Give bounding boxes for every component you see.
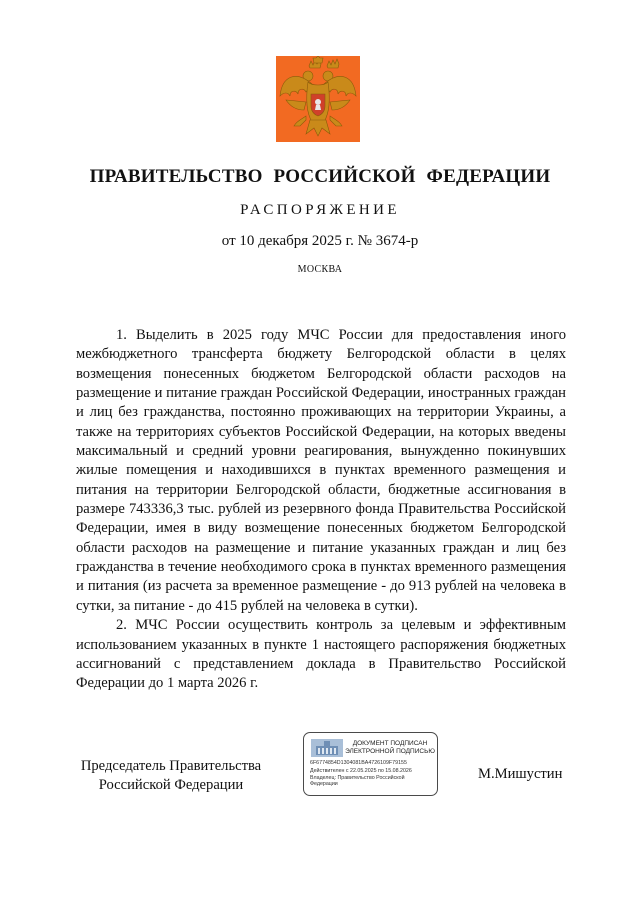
signer-position-line-1: Председатель Правительства	[80, 758, 262, 774]
paragraph-2: 2. МЧС России осуществить контроль за целевым и эффективным использованием указанных в пункте 1 настоящего распоряжения бюджетных ассигнований с представлением доклада в Правительство Российской Федерации до 1 марта 2026 г.	[76, 617, 566, 692]
stamp-header-line-1: ДОКУМЕНТ ПОДПИСАН	[352, 740, 428, 747]
city-label: МОСКВА	[297, 264, 343, 275]
stamp-header	[344, 740, 436, 755]
government-building-icon	[310, 738, 344, 758]
document-date-number: от 10 декабря 2025 г. № 3674-р	[221, 233, 419, 249]
stamp-header-line-2: ЭЛЕКТРОННОЙ ПОДПИСЬЮ	[345, 747, 435, 755]
stamp-certificate: 6F6774854D1304081BA4726109F79155	[310, 760, 407, 766]
signer-name: М.Мишустин	[478, 766, 563, 782]
stamp-owner-line-2: Федерации	[310, 781, 338, 787]
signer-position	[76, 757, 266, 795]
coat-of-arms-icon	[276, 56, 360, 142]
document-body	[76, 326, 566, 694]
stamp-validity: Действителен с 22.05.2025 по 15.08.2026	[310, 768, 412, 774]
stamp-owner-line-1: Владелец: Правительство Российской	[310, 775, 405, 781]
electronic-signature-stamp	[303, 732, 438, 796]
government-title: ПРАВИТЕЛЬСТВО РОССИЙСКОЙ ФЕДЕРАЦИИ	[89, 166, 551, 187]
signer-position-line-2: Российской Федерации	[98, 777, 244, 793]
paragraph-1: 1. Выделить в 2025 году МЧС России для предоставления иного межбюджетного трансферта бюджету Белгородской области в целях возмещения понесенных бюджетом Белгородской области расходов на размещение и питание граждан Российской Федерации, иностранных граждан и лиц без гражданства, постоянно проживающих на территории Украины, а также на территориях субъектов Российской Федерации, на которых введены максимальный и средний уровни реагирования, вынужденно покинувших жилые помещения и находившихся в пунктах временного размещения и питания на территории Белгородской области, бюджетные ассигнования в размере 743336,3 тыс. рублей из резервного фонда Правительства Российской Федерации, имея в виду возмещение понесенных бюджетом Белгородской области расходов на размещение и питание указанных граждан и лиц без гражданства в течение необходимого срока в пунктах временного размещения и питания (из расчета за временное размещение - до 913 рублей на человека в сутки, за питание - до 415 рублей на человека в сутки).	[76, 327, 566, 614]
document-type: РАСПОРЯЖЕНИЕ	[240, 202, 400, 218]
